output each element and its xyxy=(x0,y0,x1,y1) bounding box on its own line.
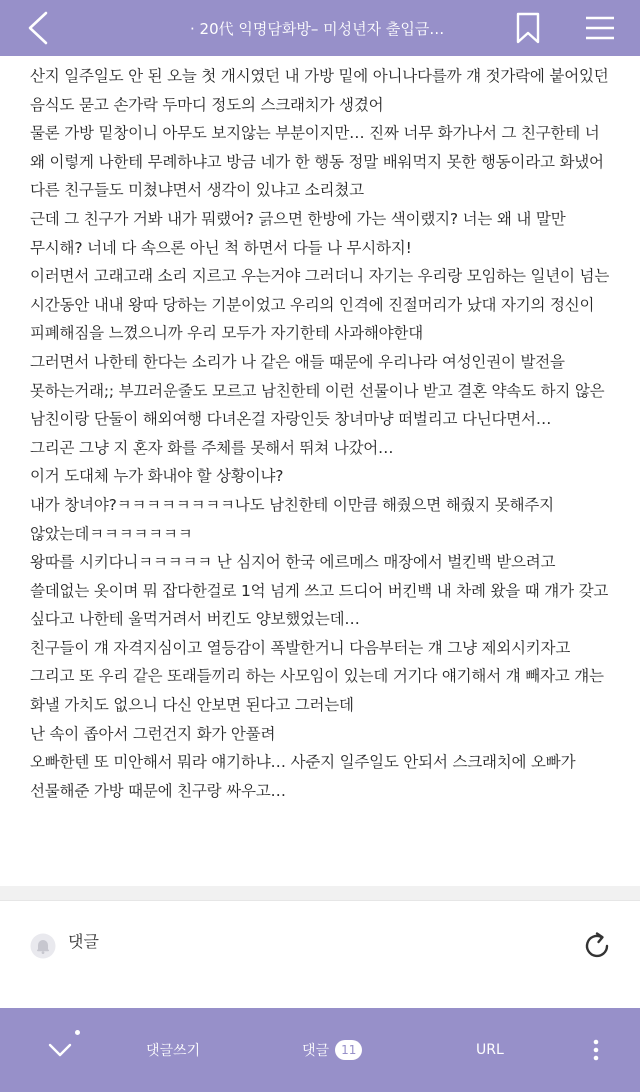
chevron-down-icon xyxy=(48,1043,72,1057)
menu-button[interactable] xyxy=(578,8,622,48)
refresh-icon xyxy=(580,929,614,963)
bottom-action-bar xyxy=(0,1008,640,1092)
post-paragraph: 산지 일주일도 안 된 오늘 첫 개시였던 내 가방 밑에 아니나다를까 걔 젓가락에 붙어있던 음식도 묻고 손가락 두마디 정도의 스크래치가 생겼어 xyxy=(30,67,609,114)
write-comment-button[interactable] xyxy=(146,1008,200,1092)
bookmark-icon xyxy=(515,12,541,44)
post-paragraph: 왕따를 시키다니ㅋㅋㅋㅋㅋ 난 심지어 한국 에르메스 매장에서 벌킨백 받으려고 쓸데없는 옷이며 뭐 잡다한걸로 1억 넘게 쓰고 드디어 버킨백 내 차례 왔을 때 걔가 갖고 싶다고 나한테 울먹거려서 버킨도 양보했었는데… xyxy=(30,553,609,629)
more-options-button[interactable] xyxy=(584,1008,608,1092)
hamburger-menu-icon xyxy=(585,15,615,41)
comments-heading: 댓글 xyxy=(68,932,99,951)
post-paragraph: 그러면서 나한테 한다는 소리가 나 같은 애들 때문에 우리나라 여성인권이 발전을 못하는거래;; 부끄러운줄도 모르고 남친한테 이런 선물이나 받고 결혼 약속도 하지 않은 남친이랑 단둘이 해외여행 다녀온걸 자랑인듯 창녀마냥 떠벌리고 다닌다면서… xyxy=(30,352,605,429)
post-paragraph: 친구들이 걔 자격지심이고 열등감이 폭발한거니 다음부터는 걔 그냥 제외시키자고 그리고 또 우리 같은 또래들끼리 하는 사모임이 있는데 거기다 얘기해서 걔 빼자고 걔는 화낼 가치도 없으니 다신 안보면 된다고 그러는데 xyxy=(30,638,604,715)
refresh-comments-button[interactable] xyxy=(580,929,614,963)
url-label: URL xyxy=(476,1042,504,1058)
url-button[interactable] xyxy=(476,1008,504,1092)
post-paragraph: 오빠한텐 또 미안해서 뭐라 얘기하냐… 사준지 일주일도 안되서 스크래치에 오빠가 선물해준 가방 때문에 친구랑 싸우고… xyxy=(30,753,576,800)
comment-section xyxy=(0,900,640,1008)
post-paragraph: 내가 창녀야?ㅋㅋㅋㅋㅋㅋㅋㅋ나도 남친한테 이만큼 해줬으면 해줬지 못해주지 않았는데ㅋㅋㅋㅋㅋㅋㅋ xyxy=(30,495,554,543)
post-paragraph: 다른 친구들도 미쳤냐면서 생각이 있냐고 소리쳤고 xyxy=(30,181,364,200)
post-paragraph: 물론 가방 밑창이니 아무도 보지않는 부분이지만… 진짜 너무 화가나서 그 친구한테 너 왜 이렇게 나한테 무례하냐고 방금 네가 한 행동 정말 배워먹지 못한 행동이라고 화냈어 xyxy=(30,124,604,171)
post-paragraph: 난 속이 좁아서 그런건지 화가 안풀려 xyxy=(30,724,276,743)
comments-tab-button[interactable] xyxy=(302,1008,362,1092)
post-paragraph: 이거 도대체 누가 화내야 할 상황이냐? xyxy=(30,467,284,486)
write-comment-label: 댓글쓰기 xyxy=(146,1043,201,1059)
post-body xyxy=(0,56,640,886)
collapse-button[interactable] xyxy=(40,1008,80,1092)
comments-tab-label: 댓글 xyxy=(302,1043,330,1059)
post-paragraph: 그리곤 그냥 지 혼자 화를 주체를 못해서 뛰쳐 나갔어… xyxy=(30,438,394,457)
bookmark-button[interactable] xyxy=(508,8,548,48)
board-title: · 20代 익명담화방– 미성년자 출입금… xyxy=(190,19,445,38)
more-vertical-icon xyxy=(593,1039,599,1061)
top-app-bar xyxy=(0,0,640,56)
post-paragraph: 근데 그 친구가 거봐 내가 뭐랬어? 긁으면 한방에 가는 색이랬지? 너는 왜 내 말만 무시해? 너네 다 속으론 아닌 척 하면서 다들 나 무시하지! xyxy=(30,209,566,257)
bell-icon xyxy=(30,933,56,959)
section-divider xyxy=(0,886,640,900)
chevron-left-icon xyxy=(27,11,49,45)
back-button[interactable] xyxy=(18,8,58,48)
post-paragraph: 이러면서 고래고래 소리 지르고 우는거야 그러더니 자기는 우리랑 모임하는 일년이 넘는 시간동안 내내 왕따 당하는 기분이었고 우리의 인격에 진절머리가 났대 자기의 정신이 피폐해짐을 느꼈으니까 우리 모두가 자기한테 사과해야한대 xyxy=(30,267,610,343)
new-indicator-dot xyxy=(75,1030,80,1035)
comment-count-badge: 11 xyxy=(335,1040,362,1060)
